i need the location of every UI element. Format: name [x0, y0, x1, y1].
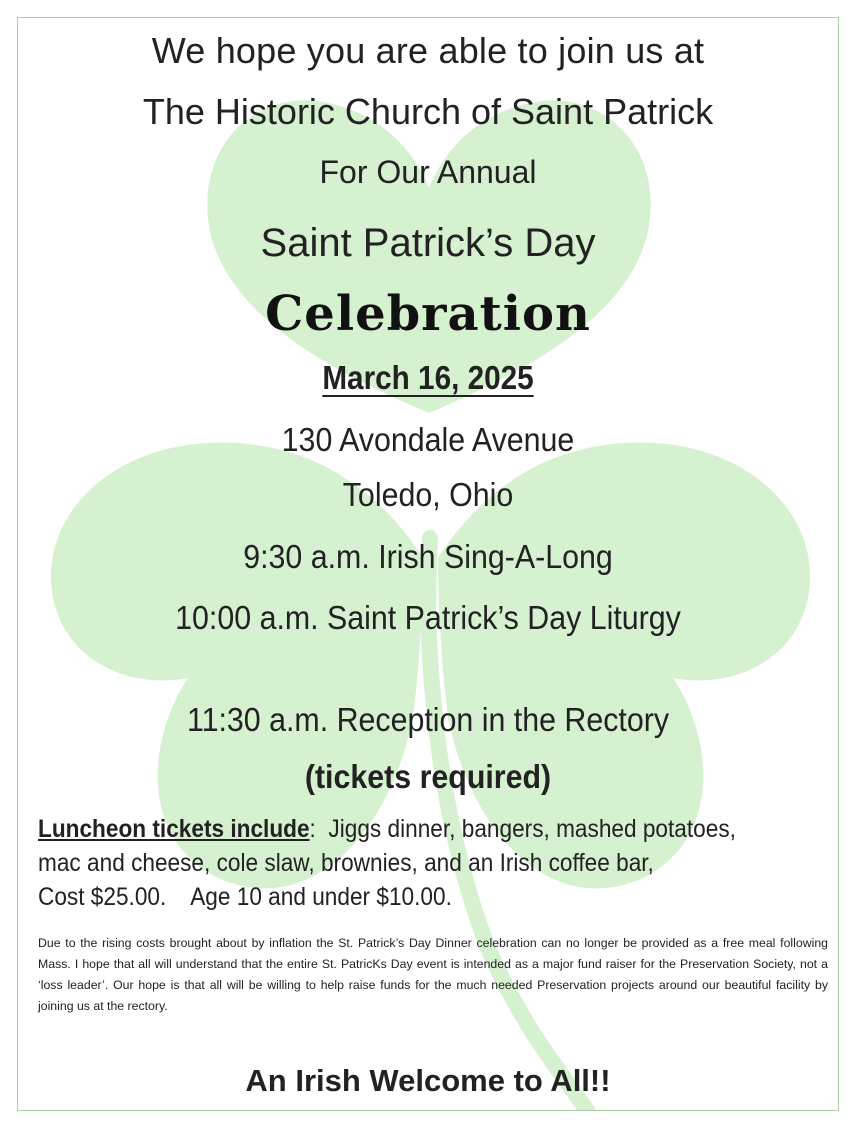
celebration-heading: Celebration — [265, 286, 591, 342]
church-name: The Historic Church of Saint Patrick — [142, 91, 714, 132]
flyer-frame — [17, 17, 839, 1111]
address-street: 130 Avondale Avenue — [281, 421, 575, 458]
closing-welcome: An Irish Welcome to All!! — [245, 1063, 611, 1098]
luncheon-menu-2: mac and cheese, cole slaw, brownies, and an Irish coffee bar, — [38, 849, 654, 877]
event-name: Saint Patrick’s Day — [260, 221, 596, 265]
schedule-item-liturgy: 10:00 a.m. Saint Patrick’s Day Liturgy — [175, 599, 681, 636]
annual-line: For Our Annual — [319, 154, 537, 190]
luncheon-cost: Cost $25.00. Age 10 and under $10.00. — [38, 883, 452, 911]
luncheon-label: Luncheon tickets include — [38, 815, 310, 843]
schedule-item-reception: 11:30 a.m. Reception in the Rectory — [186, 701, 670, 738]
luncheon-menu-1: Jiggs dinner, bangers, mashed potatoes, — [315, 815, 736, 843]
luncheon-details — [38, 812, 762, 914]
tickets-required-note: (tickets required) — [304, 758, 552, 795]
address-city: Toledo, Ohio — [342, 476, 514, 513]
luncheon-line — [38, 812, 762, 846]
event-date: March 16, 2025 — [322, 359, 534, 396]
intro-line: We hope you are able to join us at — [151, 30, 705, 71]
luncheon-colon: : — [309, 815, 316, 843]
schedule-item-sing-along: 9:30 a.m. Irish Sing-A-Long — [243, 538, 613, 575]
inflation-notice: Due to the rising costs brought about by inflation the St. Patrick’s Day Dinner celebration can no longer be provided as a free meal following Mass. I hope that all will understand that the entire St. PatricKs Day event is intended as a major fund raiser for the Preservation Society, not a ‘loss leader’. Our hope is that all will be willing to help raise funds for the much needed Preservation projects around our beautiful facility by joining us at the rectory. — [38, 936, 828, 1013]
